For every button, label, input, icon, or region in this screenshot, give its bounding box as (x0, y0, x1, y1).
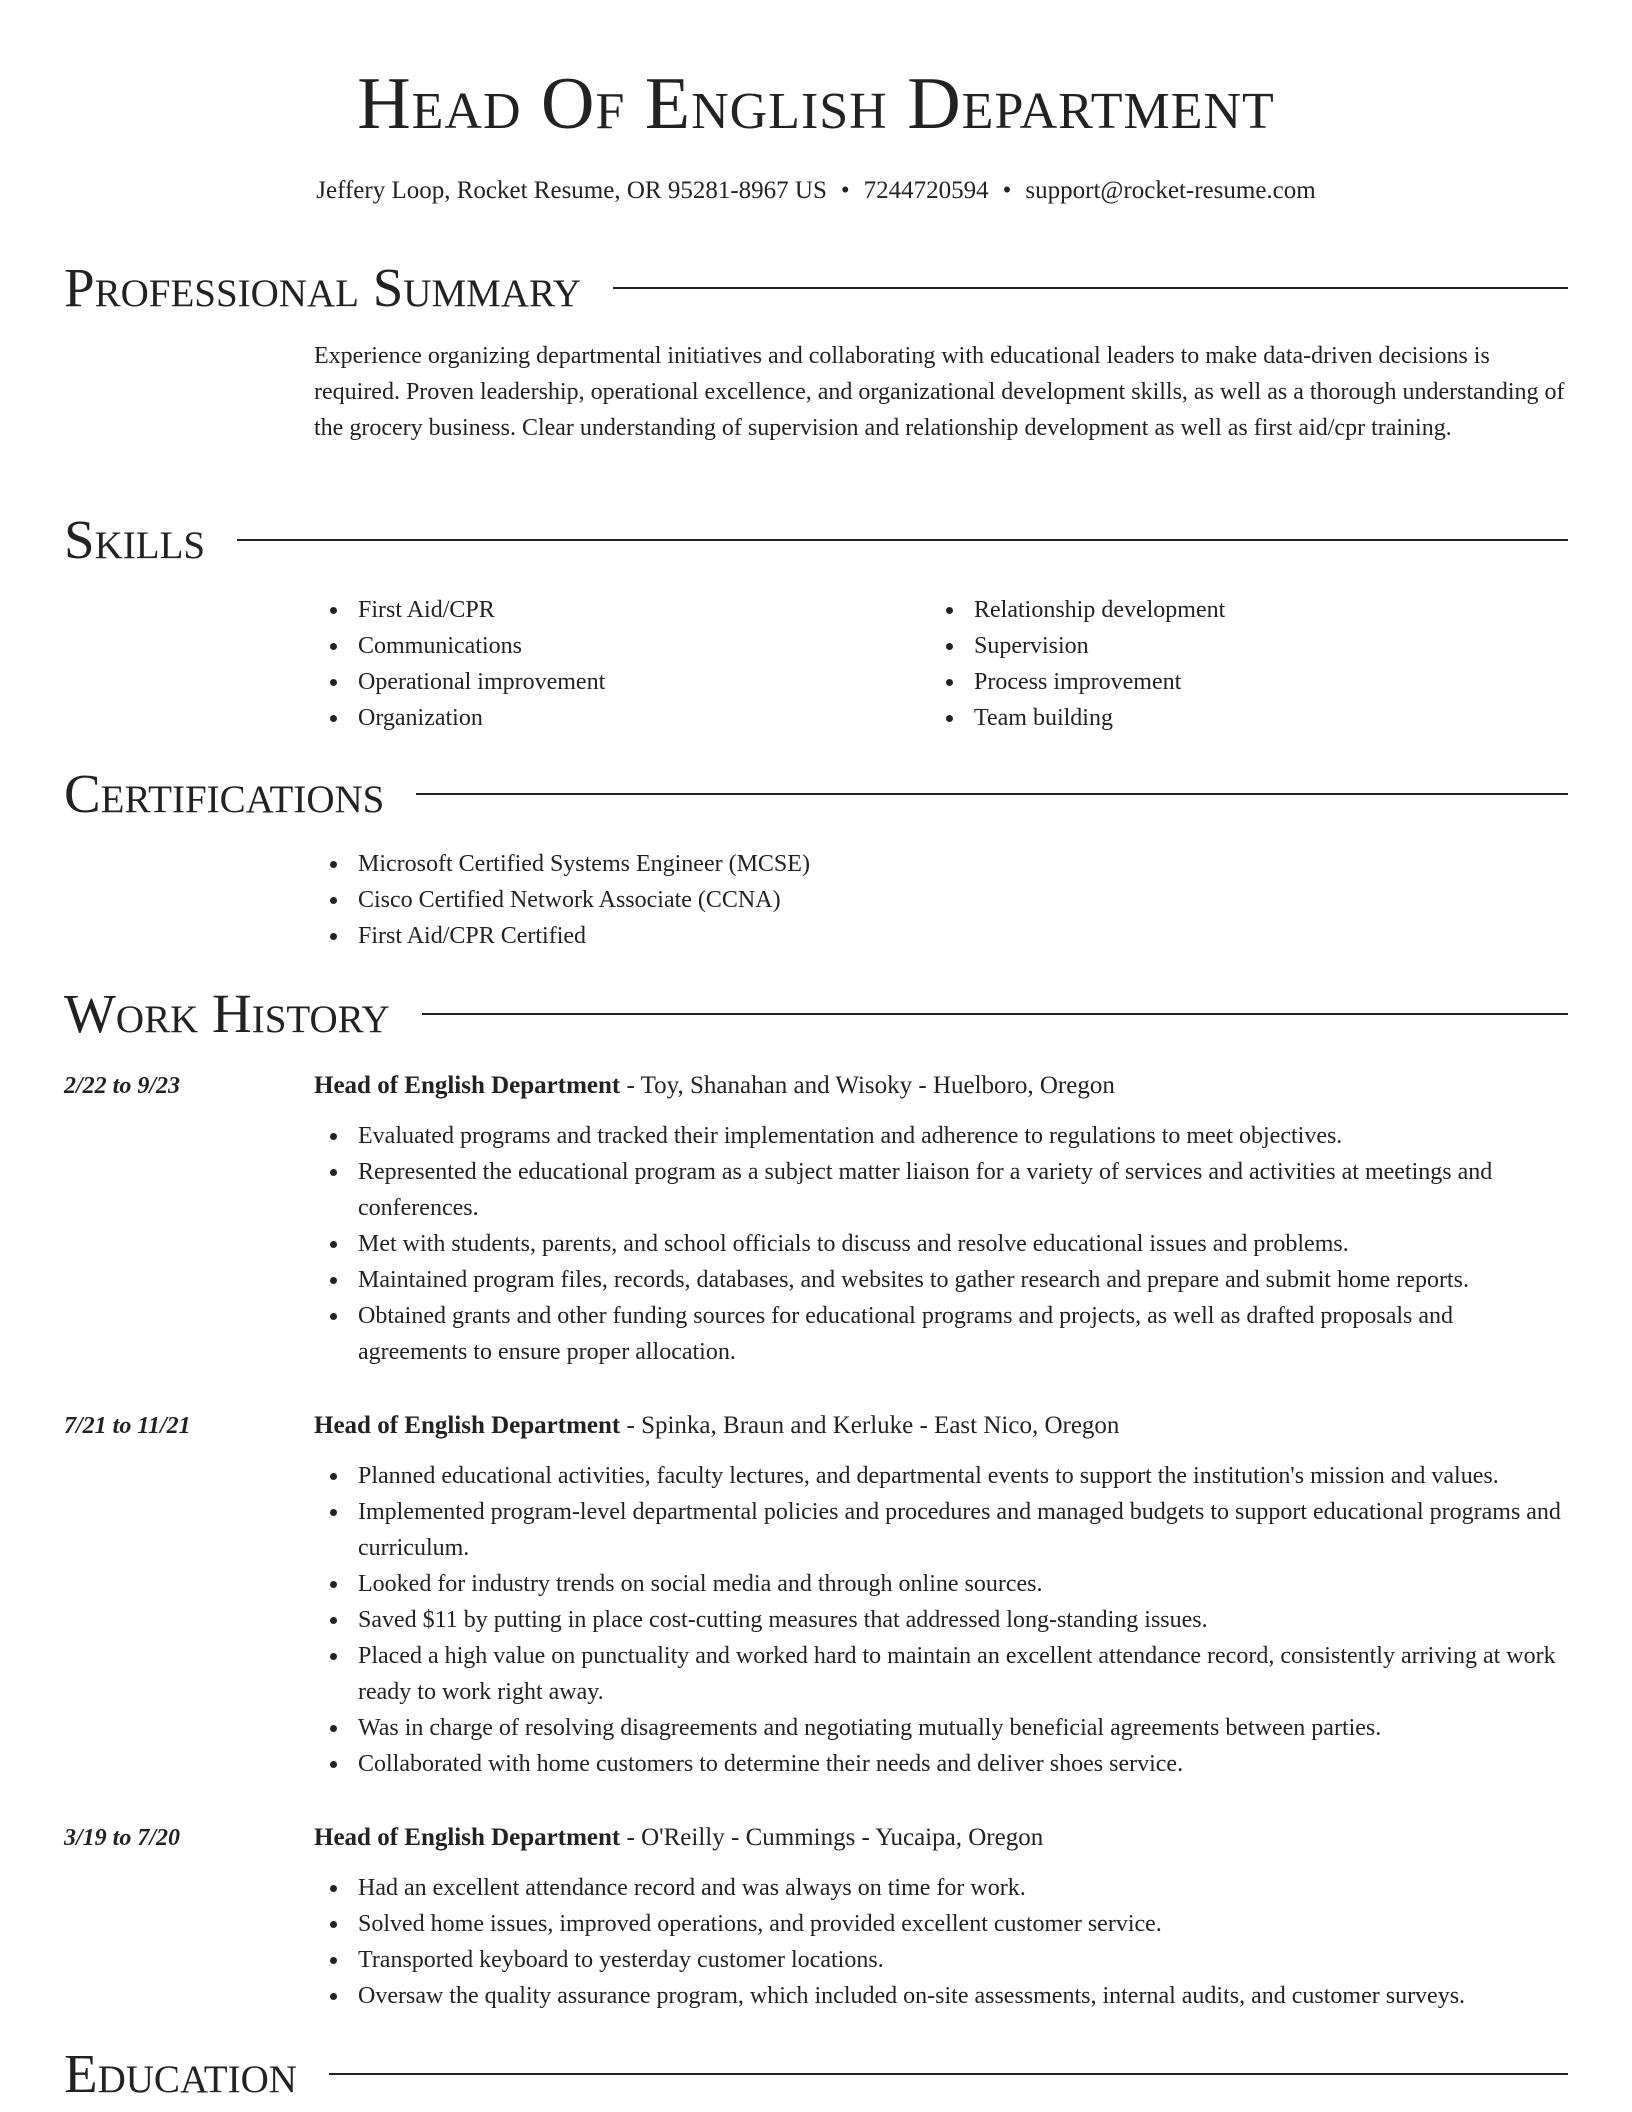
skills-grid (314, 592, 1568, 736)
job-bullet: Represented the educational program as a subject matter liaison for a variety of services and activities at meetings and conferences. (314, 1154, 1568, 1226)
job-heading (314, 1820, 1568, 1856)
job-bullet: Implemented program-level departmental policies and procedures and managed budgets to support educational programs and curriculum. (314, 1494, 1568, 1566)
job-bullet: Placed a high value on punctuality and worked hard to maintain an excellent attendance record, consistently arriving at work ready to work right away. (314, 1638, 1568, 1710)
job-bullet: Obtained grants and other funding sources for educational programs and projects, as well as drafted proposals and agreements to ensure proper allocation. (314, 1298, 1568, 1370)
skill-item: First Aid/CPR (314, 592, 930, 628)
certification-item: Microsoft Certified Systems Engineer (MCSE) (314, 846, 1568, 882)
skills-block (314, 592, 1568, 736)
skill-item: Team building (930, 700, 1546, 736)
job-dates: 3/19 to 7/20 (64, 1825, 181, 1851)
job-heading (314, 1408, 1568, 1444)
job-bullet: Planned educational activities, faculty lectures, and departmental events to support the institution's mission and values. (314, 1458, 1568, 1494)
job-title: Head of English Department (314, 1824, 621, 1851)
job-bullet: Saved $11 by putting in place cost-cutting measures that addressed long-standing issues. (314, 1602, 1568, 1638)
job-details: - O'Reilly - Cummings - Yucaipa, Oregon (620, 1824, 1044, 1851)
section-title: Skills (64, 509, 206, 570)
job-bullet: Oversaw the quality assurance program, which included on-site assessments, internal audits, and customer surveys. (314, 1978, 1568, 2014)
job-dates: 7/21 to 11/21 (64, 1413, 191, 1439)
section-title: Work History (64, 983, 390, 1044)
summary-text: Experience organizing departmental initiatives and collaborating with educational leaders to make data-driven decisions is required. Proven leadership, operational excellence, and organizational development skills, as well as a thorough understanding of the grocery business. Clear understanding of supervision and relationship development as well as first aid/cpr training. (314, 343, 1565, 441)
section-title: Education (64, 2043, 297, 2104)
contact-address: Jeffery Loop, Rocket Resume, OR 95281-8967 US (316, 177, 827, 204)
resume-name: Head Of English Department (357, 63, 1275, 145)
skill-item: Communications (314, 628, 930, 664)
contact-separator: • (1002, 177, 1012, 204)
contact-separator: • (840, 177, 850, 204)
section-title: Certifications (64, 763, 385, 824)
skill-item: Organization (314, 700, 930, 736)
job-bullet: Collaborated with home customers to determine their needs and deliver shoes service. (314, 1746, 1568, 1782)
skill-item: Relationship development (930, 592, 1546, 628)
job-bullet: Solved home issues, improved operations, and provided excellent customer service. (314, 1906, 1568, 1942)
section-divider (613, 287, 1568, 289)
job-details: - Spinka, Braun and Kerluke - East Nico, Oregon (620, 1412, 1120, 1439)
certifications-list (314, 846, 1568, 954)
summary-block (314, 338, 1568, 446)
education-section-header (64, 2044, 1568, 2104)
job-bullet: Transported keyboard to yesterday customer locations. (314, 1942, 1568, 1978)
certification-item: First Aid/CPR Certified (314, 918, 1568, 954)
job-bullet: Evaluated programs and tracked their implementation and adherence to regulations to meet objectives. (314, 1118, 1568, 1154)
section-divider (422, 1013, 1568, 1015)
section-title: Professional Summary (64, 257, 582, 318)
skill-item: Operational improvement (314, 664, 930, 700)
job-heading (314, 1068, 1568, 1104)
section-divider (416, 793, 1568, 795)
skills-section-header (64, 510, 1568, 570)
certifications-section-header (64, 764, 1568, 824)
skill-item: Supervision (930, 628, 1546, 664)
contact-phone: 7244720594 (863, 177, 989, 204)
work-history-section-header (64, 984, 1568, 1044)
job-bullet: Maintained program files, records, databases, and websites to gather research and prepare and submit home reports. (314, 1262, 1568, 1298)
contact-email: support@rocket-resume.com (1025, 177, 1316, 204)
contact-line (0, 174, 1632, 208)
job-details: - Toy, Shanahan and Wisoky - Huelboro, Oregon (620, 1072, 1115, 1099)
job-title: Head of English Department (314, 1412, 621, 1439)
job-bullets (314, 1458, 1568, 1782)
job-bullets (314, 1118, 1568, 1370)
job-bullets (314, 1870, 1568, 2014)
job-bullet: Had an excellent attendance record and was always on time for work. (314, 1870, 1568, 1906)
section-divider (237, 539, 1568, 541)
job-bullet: Looked for industry trends on social media and through online sources. (314, 1566, 1568, 1602)
certifications-block (314, 846, 1568, 954)
job-title: Head of English Department (314, 1072, 621, 1099)
job-dates: 2/22 to 9/23 (64, 1073, 181, 1099)
skills-list-right (930, 592, 1546, 736)
section-divider (329, 2073, 1568, 2075)
job-bullet: Was in charge of resolving disagreements and negotiating mutually beneficial agreements between parties. (314, 1710, 1568, 1746)
skills-list-left (314, 592, 930, 736)
job-bullet: Met with students, parents, and school officials to discuss and resolve educational issues and problems. (314, 1226, 1568, 1262)
summary-section-header (64, 258, 1568, 318)
skill-item: Process improvement (930, 664, 1546, 700)
certification-item: Cisco Certified Network Associate (CCNA) (314, 882, 1568, 918)
